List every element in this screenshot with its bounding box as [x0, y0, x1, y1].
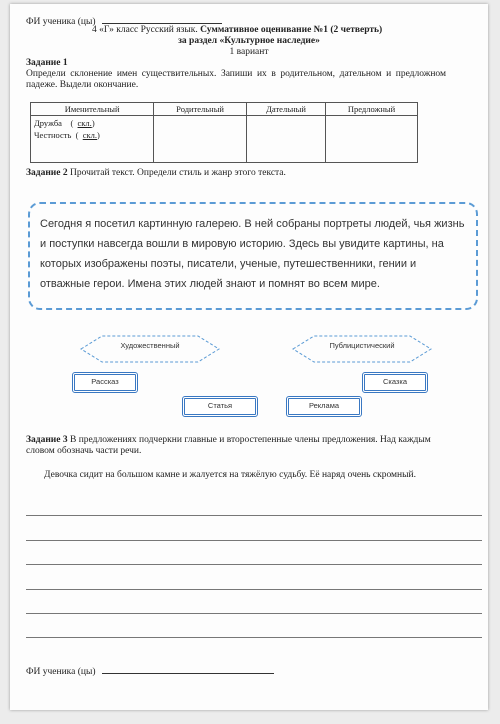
section-title: за раздел «Культурное наследие»	[178, 36, 320, 46]
declension-mark: скл.	[77, 118, 92, 128]
passage-box	[28, 202, 478, 310]
col-nominative: Именительный	[31, 103, 154, 116]
passage-text: Сегодня я посетил картинную галерею. В ней собраны портреты людей, чья жизнь и поступки навсегда вошли в мировую историю. Здесь вы увидите картины, на которых изображены поэты, писатели, ученые, путешественники, гении и отважные герои. Имена этих людей знают и помнят во всем мире.	[40, 218, 465, 290]
header-line	[92, 25, 382, 36]
answer-line[interactable]	[26, 613, 482, 614]
footer-student-name-field[interactable]	[102, 664, 274, 674]
genre-fairytale-button[interactable]: Сказка	[362, 372, 428, 393]
footer-student-label: ФИ ученика (цы)	[26, 667, 96, 677]
task3-text: В предложениях подчеркни главные и второстепенные члены предложения. Над каждым словом обозначь части речи.	[26, 435, 431, 456]
col-dative: Дательный	[246, 103, 325, 116]
answer-line[interactable]	[26, 564, 482, 565]
task3-heading	[26, 435, 456, 457]
task1-text: Определи склонение имен существительных. Запиши их в родительном, дательном и предложном падеже. Выдели окончание.	[26, 69, 446, 90]
answer-line[interactable]	[26, 637, 482, 638]
genitive-answer-cell[interactable]	[154, 116, 247, 163]
col-genitive: Родительный	[154, 103, 247, 116]
task2-text: Прочитай текст. Определи стиль и жанр этого текста.	[69, 168, 286, 178]
col-prepositional: Предложный	[326, 103, 418, 116]
genre-story-button[interactable]: Рассказ	[72, 372, 138, 393]
class-line: 4 «Г» класс Русский язык.	[92, 25, 198, 35]
prepositional-answer-cell[interactable]	[326, 116, 418, 163]
answer-line[interactable]	[26, 540, 482, 541]
word: Честность	[34, 130, 72, 140]
variant-label: 1 вариант	[229, 47, 269, 57]
word: Дружба	[34, 118, 62, 128]
declension-mark: скл.	[82, 130, 97, 140]
task2-title: Задание 2	[26, 168, 68, 178]
worksheet-page	[10, 4, 488, 710]
word-row: Честность ( скл.)	[34, 130, 100, 140]
genre-advertisement-button[interactable]: Реклама	[286, 396, 362, 417]
page-title: Суммативное оценивание №1 (2 четверть)	[200, 25, 383, 35]
dative-answer-cell[interactable]	[246, 116, 325, 163]
student-label: ФИ ученика (цы)	[26, 17, 96, 27]
genre-article-button[interactable]: Статья	[182, 396, 258, 417]
nominative-cell	[31, 116, 154, 163]
style-option-publicistic[interactable]: Публицистический	[329, 341, 395, 350]
answer-line[interactable]	[26, 589, 482, 590]
task1-title: Задание 1	[26, 58, 68, 68]
student-name-field[interactable]	[102, 14, 222, 24]
table-header-row	[31, 103, 418, 116]
style-option-artistic[interactable]: Художественный	[120, 341, 180, 350]
word-row: Дружба ( скл.)	[34, 118, 95, 128]
footer-student-line	[26, 664, 274, 678]
answer-line[interactable]	[26, 515, 482, 516]
task3-sentence: Девочка сидит на большом камне и жалуется на тяжёлую судьбу. Её наряд очень скромный.	[44, 470, 416, 480]
task3-title: Задание 3	[26, 435, 68, 445]
task2-heading	[26, 168, 286, 179]
table-row	[31, 116, 418, 163]
declension-table	[30, 102, 418, 163]
